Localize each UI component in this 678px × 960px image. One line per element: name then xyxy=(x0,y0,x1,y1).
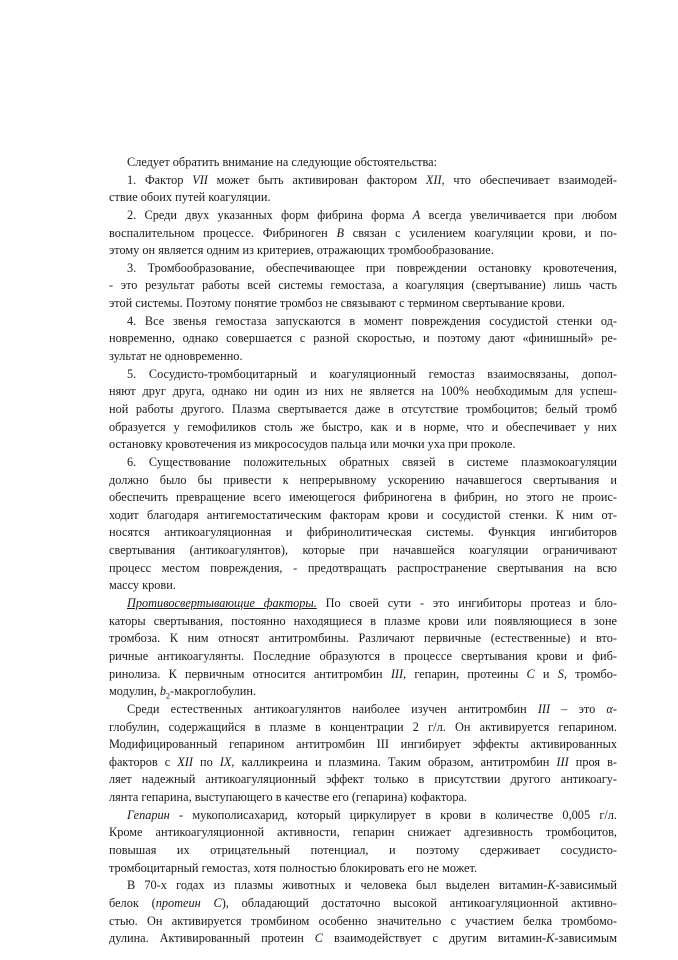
vitamin-k-label: К xyxy=(547,878,556,893)
text: 2. Среди двух указанных форм фибрина форма xyxy=(127,207,413,222)
factor-label: XII xyxy=(425,172,442,187)
intro-text: Следует обратить внимание на следующие обстоятельства: xyxy=(127,155,438,169)
paragraph-5-line-3 xyxy=(109,401,617,419)
paragraph-7-line-6 xyxy=(109,683,617,701)
text: – это xyxy=(550,701,607,716)
text: обеспечить превращение всего имеющегося фибриногена в фибрин, но этого не проис- xyxy=(109,490,617,505)
vitamin-k-label: К xyxy=(546,931,555,946)
text: 4. Все звенья гемостаза запускаются в момент повреждения сосудистой стенки од- xyxy=(127,313,617,328)
subscript: 2 xyxy=(166,691,171,701)
text: по xyxy=(192,754,220,769)
paragraph-10-line-3 xyxy=(109,913,617,931)
text: ходит благодаря антигемостатическим факторам крови и сосудистой стенки. К ним от- xyxy=(109,507,617,522)
paragraph-4-line-3 xyxy=(109,348,617,366)
text: массу крови. xyxy=(109,578,176,593)
text: Кроме антикоагуляционной активности, гепарин снижает адгезивность тромбоцитов, xyxy=(109,825,617,840)
paragraph-6-line-2 xyxy=(109,472,617,490)
section-heading: Противосвертывающие факторы. xyxy=(127,596,317,611)
roman-numeral: III xyxy=(556,754,569,769)
text: -зависимым xyxy=(554,931,617,946)
paragraph-5-line-5 xyxy=(109,436,617,454)
paragraph-9-line-4 xyxy=(109,860,617,878)
text: -зависимый xyxy=(555,878,617,893)
text: может быть активирован фактором xyxy=(207,172,426,187)
protein-label: C xyxy=(526,666,535,681)
text: связан с усилением коагуляции крови, и по- xyxy=(343,225,617,240)
paragraph-2-line-3 xyxy=(109,242,617,260)
paragraph-8-line-5 xyxy=(109,771,617,789)
text: новременно, однако совершается с разной скоростью, и поэтому дают «финишный» ре- xyxy=(109,331,617,346)
text: проя в- xyxy=(568,754,617,769)
paragraph-9-line-2 xyxy=(109,824,617,842)
text: повышая их отрицательный потенциал, и поэтому сдерживает сосудисто- xyxy=(109,842,617,857)
text: , тромбо- xyxy=(563,666,618,681)
paragraph-3-line-3 xyxy=(109,295,617,313)
text: процесс местом повреждения, - предотвращать распространение свертывания на всю xyxy=(109,560,617,575)
intro-line xyxy=(109,154,617,172)
text: ринолиза. К первичным относится антитромбин xyxy=(109,666,391,681)
term-heparin: Гепарин xyxy=(127,807,170,822)
text: образуется у гемофиликов столь же быстро, как и в норме, что и обеспечивает у них xyxy=(109,419,617,434)
text: Среди естественных антикоагулянтов наиболее изучен антитромбин xyxy=(127,701,538,716)
text: свертывания (антикоагулянтов), которые при начавшейся коагуляции ограничивают xyxy=(109,543,617,558)
paragraph-2-line-1 xyxy=(109,207,617,225)
text: , что обеспечивает взаимодей- xyxy=(441,172,617,187)
document-page xyxy=(109,154,617,948)
text: этому он является одним из критериев, отражающих тромбообразование. xyxy=(109,243,494,258)
paragraph-5-line-4 xyxy=(109,419,617,437)
protein-label: С xyxy=(314,931,323,946)
text: всегда увеличивается при любом xyxy=(420,207,617,222)
symbol-b: b xyxy=(159,684,167,699)
paragraph-6-line-1 xyxy=(109,454,617,472)
roman-numeral: III xyxy=(390,666,404,681)
text: тромбоцитарный гемостаз, хотя полностью блокировать его не может. xyxy=(109,860,478,875)
text: , калликреина и плазмина. Таким образом, антитромбин xyxy=(231,754,557,769)
text: 1. Фактор xyxy=(127,172,193,187)
paragraph-5-line-1 xyxy=(109,366,617,384)
text: ричные антикоагулянты. Последние образуются в процессе свертывания крови и фиб- xyxy=(109,648,617,663)
paragraph-6-line-5 xyxy=(109,524,617,542)
paragraph-4-line-2 xyxy=(109,330,617,348)
protein-label: S xyxy=(557,666,564,681)
protein-c-term: протеин С xyxy=(155,895,222,910)
form-label: A xyxy=(412,207,421,222)
paragraph-3-line-1 xyxy=(109,260,617,278)
text: - мукополисахарид, который циркулирует в крови в количестве 0,005 г/л. xyxy=(169,807,617,822)
text: -макроглобулин. xyxy=(170,684,257,699)
text: Модифицированный гепарином антитромбин III ингибирует эффекты активированных xyxy=(109,737,617,752)
text: - xyxy=(612,701,617,716)
paragraph-1-line-1 xyxy=(109,172,617,190)
text: По своей сути - это ингибиторы протеаз и бло- xyxy=(316,596,617,611)
paragraph-7-line-4 xyxy=(109,648,617,666)
greek-alpha: α xyxy=(606,701,613,716)
text: этой системы. Поэтому понятие тромбоз не связывают с термином свертывание крови. xyxy=(109,296,565,311)
text: каторы свертывания, постоянно находящиеся в плазме крови или появляющиеся в зоне xyxy=(109,613,617,628)
paragraph-7-line-1 xyxy=(109,595,617,613)
text: - это результат работы всей системы гемостаза, а коагуляция (свертывание) лишь часть xyxy=(109,278,617,293)
text: 5. Сосудисто-тромбоцитарный и коагуляционный гемостаз взаимосвязаны, допол- xyxy=(127,366,617,381)
factor-label: XII xyxy=(177,754,193,769)
paragraph-5-line-2 xyxy=(109,383,617,401)
paragraph-7-line-2 xyxy=(109,613,617,631)
paragraph-2-line-2 xyxy=(109,225,617,243)
text: дулина. Активированный протеин xyxy=(109,931,315,946)
text: должно было бы привести к непрерывному ускорению начавшегося свертывания и xyxy=(109,472,617,487)
paragraph-10-line-4 xyxy=(109,930,617,948)
text: ляет надежный антикоагуляционный эффект только в присутствии другого антикоагу- xyxy=(109,772,617,787)
factor-label: VII xyxy=(192,172,208,187)
paragraph-6-line-4 xyxy=(109,507,617,525)
paragraph-7-line-3 xyxy=(109,630,617,648)
paragraph-8-line-3 xyxy=(109,736,617,754)
text: зультат не одновременно. xyxy=(109,349,243,364)
text: В 70-х годах из плазмы животных и человека был выделен витамин- xyxy=(127,878,548,893)
text: стью. Он активируется тромбином особенно значительно с участием белка тромбомо- xyxy=(109,913,617,928)
text: ной работы другого. Плазма свертывается даже в отсутствие тромбоцитов; белый тромб xyxy=(109,401,617,416)
text: носятся антикоагуляционная и фибринолитическая системы. Функция ингибиторов xyxy=(109,525,617,540)
paragraph-9-line-3 xyxy=(109,842,617,860)
text: няют друг друга, однако ни один из них не является на 100% необходимым для успеш- xyxy=(109,384,617,399)
text: , гепарин, протеины xyxy=(403,666,527,681)
paragraph-4-line-1 xyxy=(109,313,617,331)
paragraph-3-line-2 xyxy=(109,277,617,295)
paragraph-6-line-3 xyxy=(109,489,617,507)
text: глобулин, содержащийся в плазме в концентрации 2 г/л. Он активируется гепарином. xyxy=(109,719,617,734)
paragraph-8-line-6 xyxy=(109,789,617,807)
fibrinogen-label: B xyxy=(336,225,344,240)
paragraph-9-line-1 xyxy=(109,807,617,825)
text: модулин, xyxy=(109,684,160,699)
paragraph-8-line-1 xyxy=(109,701,617,719)
paragraph-10-line-2 xyxy=(109,895,617,913)
text: воспалительном процессе. Фибриноген xyxy=(109,225,337,240)
paragraph-6-line-6 xyxy=(109,542,617,560)
text: 6. Существование положительных обратных связей в системе плазмокоагуляции xyxy=(127,454,617,469)
text: ствие обоих путей коагуляции. xyxy=(109,190,271,205)
text: и xyxy=(534,666,558,681)
text: факторов с xyxy=(109,754,178,769)
paragraph-1-line-2 xyxy=(109,189,617,207)
factor-label: IX xyxy=(219,754,232,769)
text: взаимодействует с другим витамин- xyxy=(322,931,547,946)
text: 3. Тромбообразование, обеспечивающее при повреждении остановку кровотечения, xyxy=(127,260,617,275)
text: белок ( xyxy=(109,895,156,910)
paragraph-10-line-1 xyxy=(109,877,617,895)
paragraph-6-line-7 xyxy=(109,560,617,578)
text: остановку кровотечения из микрососудов пальца или мочки уха при проколе. xyxy=(109,437,516,452)
roman-numeral: III xyxy=(537,701,551,716)
paragraph-7-line-5 xyxy=(109,666,617,684)
text: тромбоза. К ним относят антитромбины. Различают первичные (естественные) и вто- xyxy=(109,631,617,646)
paragraph-6-line-8 xyxy=(109,577,617,595)
text: лянта гепарина, выступающего в качестве его (гепарина) кофактора. xyxy=(109,790,468,805)
text: ), обладающий достаточно высокой антикоагуляционной активно- xyxy=(221,895,617,910)
paragraph-8-line-4 xyxy=(109,754,617,772)
paragraph-8-line-2 xyxy=(109,719,617,737)
